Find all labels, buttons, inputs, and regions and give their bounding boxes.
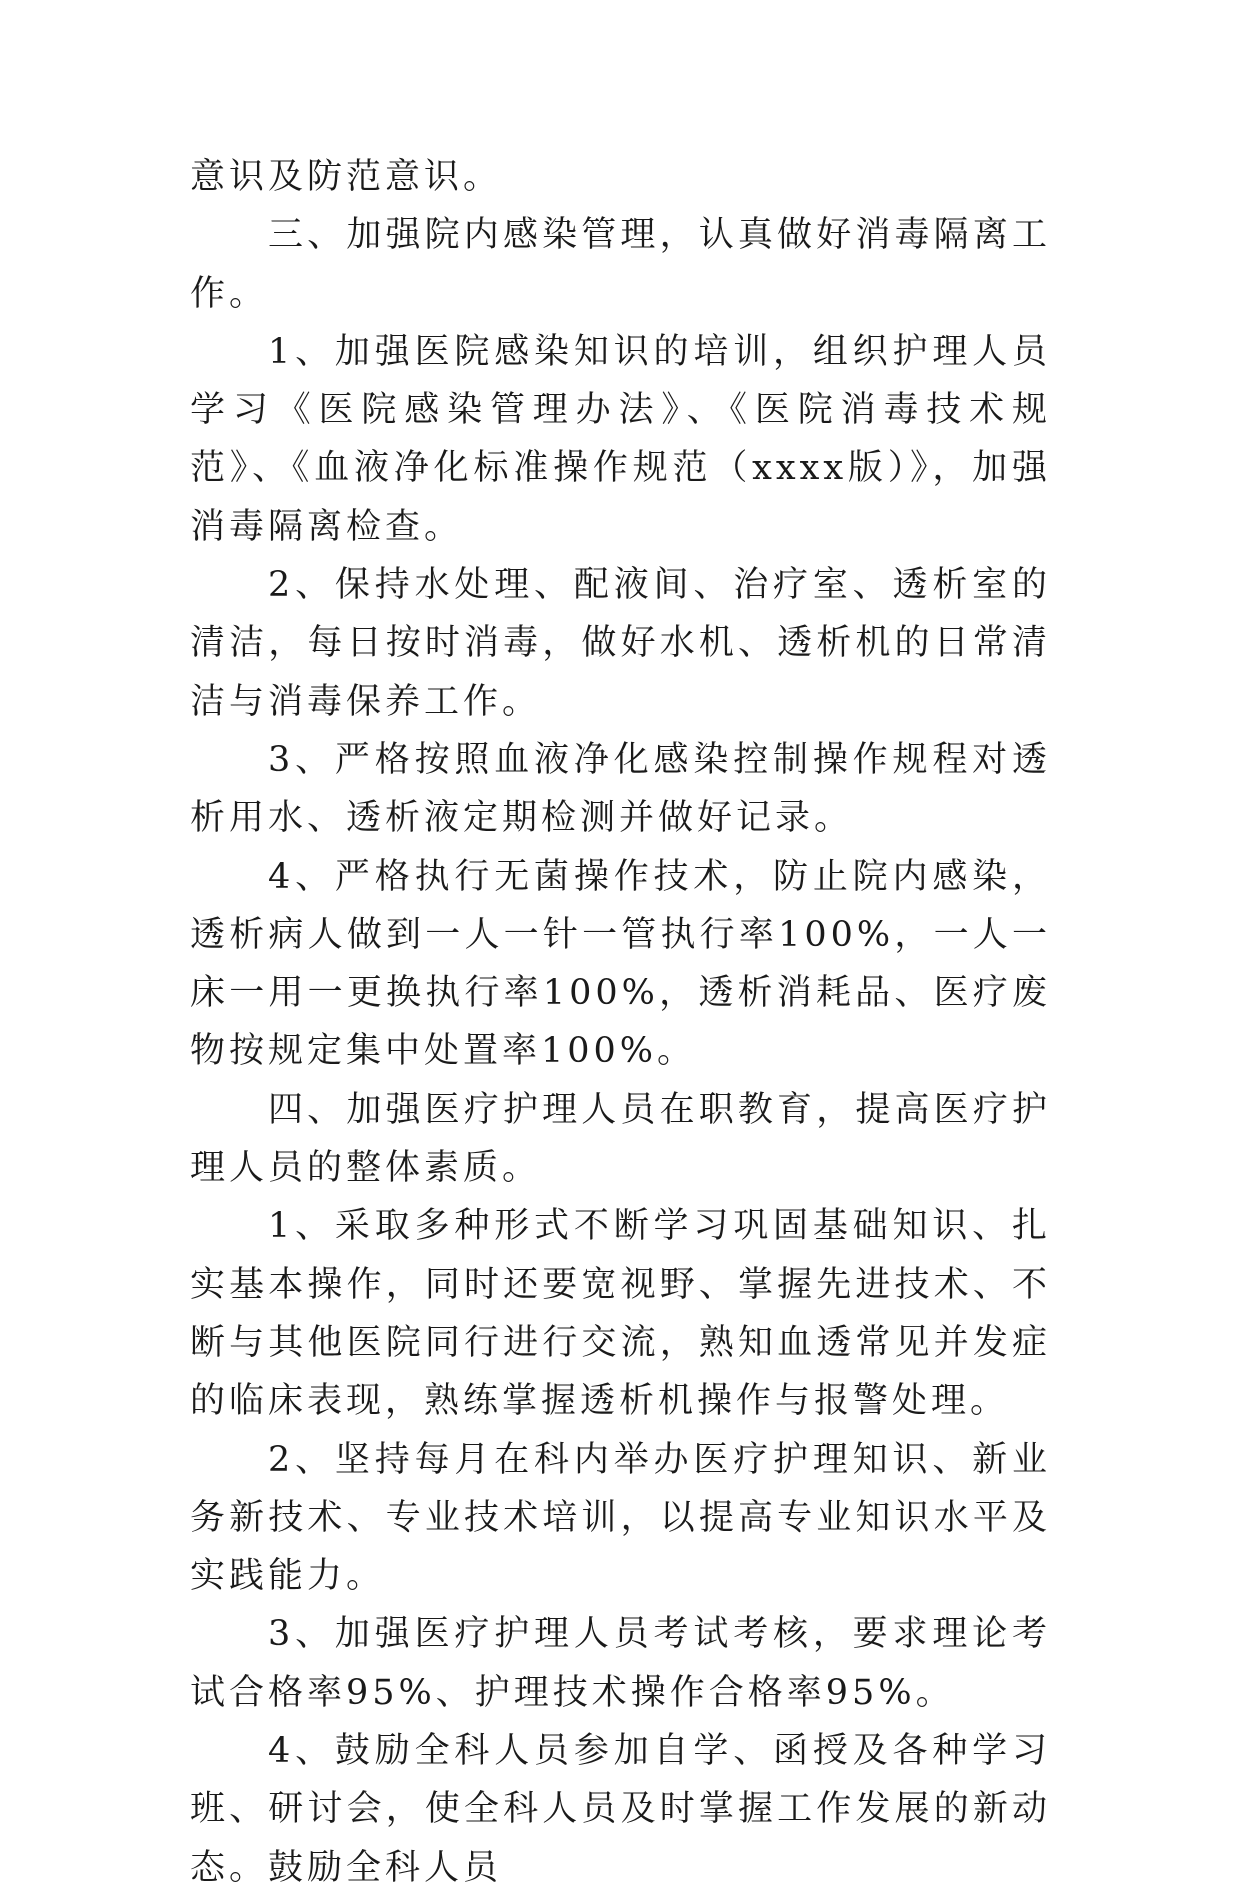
paragraph-item: 2、保持水处理、配液间、治疗室、透析室的清洁，每日按时消毒，做好水机、透析机的日常清洁与消毒保养工作。 — [190, 565, 1051, 722]
paragraph-item: 4、鼓励全科人员参加自学、函授及各种学习班、研讨会，使全科人员及时掌握工作发展的新动态。鼓励全科人员 — [190, 1731, 1051, 1888]
paragraph-item: 3、加强医疗护理人员考试考核，要求理论考试合格率95%、护理技术操作合格率95%。 — [190, 1614, 1051, 1713]
paragraph-item: 4、严格执行无菌操作技术，防止院内感染，透析病人做到一人一针一管执行率100%，一人一床一用一更换执行率100%，透析消耗品、医疗废物按规定集中处置率100%。 — [190, 856, 1051, 1072]
paragraph-item: 3、严格按照血液净化感染控制操作规程对透析用水、透析液定期检测并做好记录。 — [190, 739, 1051, 839]
paragraph-continuation: 意识及防范意识。 — [190, 157, 503, 197]
paragraph-item: 1、加强医院感染知识的培训，组织护理人员学习《医院感染管理办法》、《医院消毒技术规范》、《血液净化标准操作规范（xxxx版）》，加强消毒隔离检查。 — [190, 331, 1051, 547]
section-heading-4: 四、加强医疗护理人员在职教育，提高医疗护理人员的整体素质。 — [190, 1089, 1051, 1189]
paragraph-item: 2、坚持每月在科内举办医疗护理知识、新业务新技术、专业技术培训，以提高专业知识水平及实践能力。 — [190, 1439, 1051, 1597]
paragraph-item: 1、采取多种形式不断学习巩固基础知识、扎实基本操作，同时还要宽视野、掌握先进技术、不断与其他医院同行进行交流，熟知血透常见并发症的临床表现，熟练掌握透析机操作与报警处理。 — [190, 1206, 1051, 1422]
section-heading-3: 三、加强院内感染管理，认真做好消毒隔离工作。 — [190, 215, 1051, 314]
